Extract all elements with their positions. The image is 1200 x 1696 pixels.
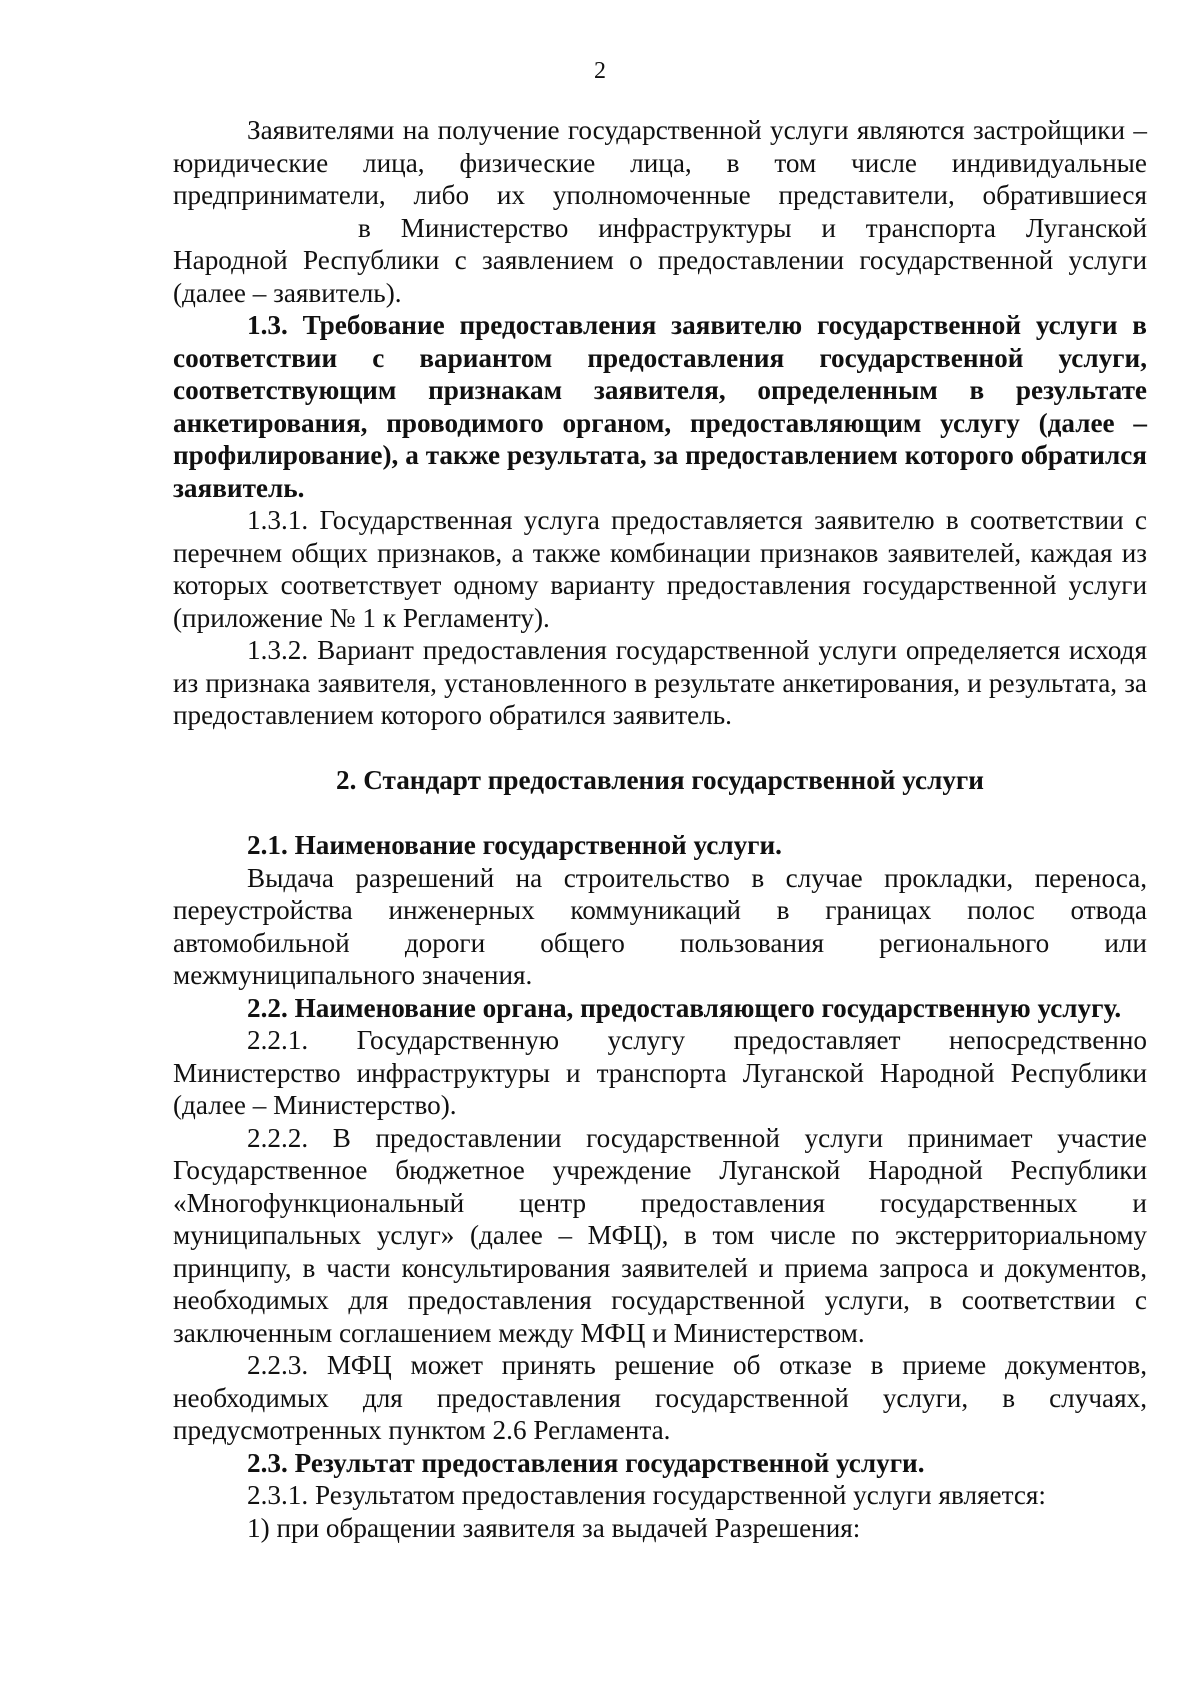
paragraph-2-2-3: 2.2.3. МФЦ может принять решение об отказе в приеме документов, необходимых для предоставления государственной услуги, в случаях, предусмотренных пунктом 2.6 Регламента. [173,1350,1147,1445]
document-body [173,114,1147,1544]
section-2-3-heading: 2.3. Результат предоставления государственной услуги. [247,1447,925,1478]
paragraph-2-3-1-item-1: 1) при обращении заявителя за выдачей Разрешения: [247,1512,861,1543]
paragraph-2-2-1: 2.2.1. Государственную услугу предоставляет непосредственно Министерство инфраструктуры и транспорта Луганской Народной Республики (далее – Министерство). [173,1025,1147,1120]
paragraph-2-2-2: 2.2.2. В предоставлении государственной услуги принимает участие Государственное бюджетное учреждение Луганской Народной Республики «Многофункциональный центр предоставления государственных и муниципальных услуг» (далее – МФЦ), в том числе по экстерриториальному принципу, в части консультирования заявителей и приема запроса и документов, необходимых для предоставления государственной услуги, в соответствии с заключенным соглашением между МФЦ и Министерством. [173,1122,1147,1348]
paragraph-2-1-text: Выдача разрешений на строительство в случае прокладки, переноса, переустройства инженерных коммуникаций в границах полос отвода автомобильной дороги общего пользования регионального или межмуниципального значения. [173,862,1147,990]
page-number: 2 [594,58,606,84]
paragraph-1-3-2: 1.3.2. Вариант предоставления государственной услуги определяется исходя из признака заявителя, установленного в результате анкетирования, и результата, за предоставлением которого обратился заявитель. [173,635,1147,730]
section-1-3-heading: 1.3. Требование предоставления заявителю государственной услуги в соответствии с вариантом предоставления государственной услуги, соответствующим признакам заявителя, определенным в результате анкетирования, проводимого органом, предоставляющим услугу (далее – профилирование), а также результата, за предоставлением которого обратился заявитель. [173,310,1147,503]
paragraph-applicants [173,114,1147,309]
paragraph-1-3-1: 1.3.1. Государственная услуга предоставляется заявителю в соответствии с перечнем общих признаков, а также комбинации признаков заявителей, каждая из которых соответствует одному варианту предоставления государственной услуги (приложение № 1 к Регламенту). [173,505,1147,633]
section-2-1-heading: 2.1. Наименование государственной услуги. [247,830,782,860]
paragraph-applicants-part1: Заявителями на получение государственной услуги являются застройщики – юридические лица, физические лица, в том числе индивидуальные предприниматели, либо их уполномоченные представители, обратившиеся [173,115,1147,210]
paragraph-applicants-part2: в Министерство инфраструктуры и транспорта Луганской Народной Республики с заявлением о предоставлении государственной услуги (далее – заявитель). [173,212,1147,308]
spacer [173,796,1147,829]
paragraph-2-3-1: 2.3.1. Результатом предоставления государственной услуги является: [247,1480,1046,1510]
section-2-heading: 2. Стандарт предоставления государственной услуги [336,764,984,795]
section-2-2-heading: 2.2. Наименование органа, предоставляющего государственную услугу. [247,992,1122,1023]
spacer [173,732,1147,764]
